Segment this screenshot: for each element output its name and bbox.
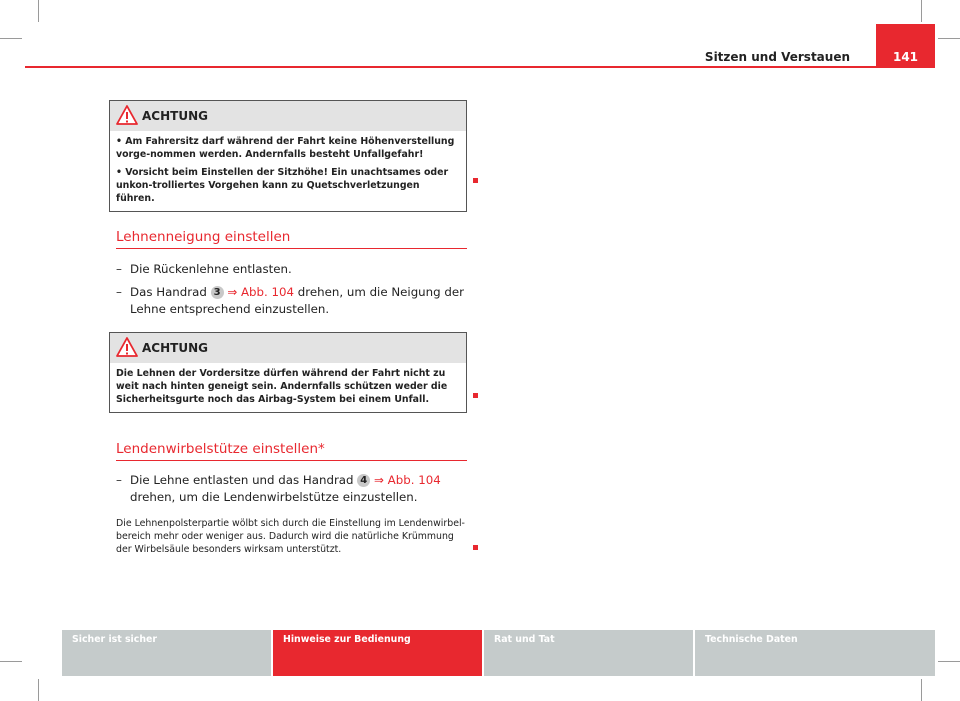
footer-tab-operation[interactable]: Hinweise zur Bedienung bbox=[273, 630, 482, 676]
step-item bbox=[116, 261, 468, 278]
crop-mark bbox=[38, 0, 39, 22]
crop-mark bbox=[921, 0, 922, 22]
footer-tab-safety[interactable]: Sicher ist sicher bbox=[62, 630, 271, 676]
warning-item: • Am Fahrersitz darf während der Fahrt keine Höhenverstellung vorge-nommen werden. Andernfalls besteht Unfallgefahr! bbox=[116, 136, 455, 160]
step-text: Das Handrad 3 ⇒ Abb. 104 drehen, um die Neigung der Lehne entsprechend einzustellen. bbox=[130, 285, 464, 316]
warning-header bbox=[110, 101, 466, 131]
handwheel-badge: 3 bbox=[211, 286, 224, 299]
warning-box bbox=[109, 332, 467, 413]
crop-mark bbox=[921, 679, 922, 701]
body-paragraph: Die Lehnenpolsterpartie wölbt sich durch die Einstellung im Lendenwirbel-bereich mehr oder weniger aus. Dadurch wird die natürliche Krümmung der Wirbelsäule besonders wirksam unterstützt. bbox=[116, 518, 465, 555]
step-dash: – bbox=[116, 285, 122, 299]
section-title: Lendenwirbelstütze einstellen* bbox=[116, 441, 467, 461]
end-marker bbox=[473, 545, 478, 550]
figure-reference-link[interactable]: ⇒ Abb. 104 bbox=[374, 473, 441, 487]
crop-mark bbox=[0, 38, 22, 39]
step-item bbox=[116, 472, 468, 506]
header-rule bbox=[25, 66, 876, 68]
step-item bbox=[116, 284, 468, 318]
crop-mark bbox=[938, 661, 960, 662]
crop-mark bbox=[38, 679, 39, 701]
warning-icon bbox=[116, 105, 138, 125]
figure-reference-link[interactable]: ⇒ Abb. 104 bbox=[227, 285, 295, 299]
step-text: Die Lehne entlasten und das Handrad 4 ⇒ Abb. 104 drehen, um die Lendenwirbelstütze einzustellen. bbox=[130, 473, 441, 504]
end-marker bbox=[473, 178, 478, 183]
warning-body bbox=[110, 131, 466, 211]
warning-text: Die Lehnen der Vordersitze dürfen während der Fahrt nicht zu weit nach hinten geneigt sein. Andernfalls schützen weder die Sicherheitsgurte noch das Airbag-System bei einem Unfall. bbox=[116, 368, 448, 405]
warning-body bbox=[110, 363, 466, 412]
warning-title: ACHTUNG bbox=[142, 341, 208, 355]
page-number: 141 bbox=[876, 24, 935, 68]
step-text: Die Rückenlehne entlasten. bbox=[130, 262, 292, 276]
warning-item: • Vorsicht beim Einstellen der Sitzhöhe! Ein unachtsames oder unkon-trolliertes Vorgehen kann zu Quetschverletzungen führen. bbox=[116, 167, 449, 204]
crop-mark bbox=[938, 38, 960, 39]
handwheel-badge: 4 bbox=[357, 474, 370, 487]
page-header-title: Sitzen und Verstauen bbox=[704, 50, 850, 64]
step-dash: – bbox=[116, 262, 122, 276]
section-title: Lehnenneigung einstellen bbox=[116, 229, 467, 249]
warning-title: ACHTUNG bbox=[142, 109, 208, 123]
crop-mark bbox=[0, 661, 22, 662]
footer-tab-technical-data[interactable]: Technische Daten bbox=[695, 630, 935, 676]
warning-header bbox=[110, 333, 466, 363]
warning-box bbox=[109, 100, 467, 212]
footer-tab-advice[interactable]: Rat und Tat bbox=[484, 630, 693, 676]
end-marker bbox=[473, 393, 478, 398]
step-dash: – bbox=[116, 473, 122, 487]
warning-icon bbox=[116, 337, 138, 357]
